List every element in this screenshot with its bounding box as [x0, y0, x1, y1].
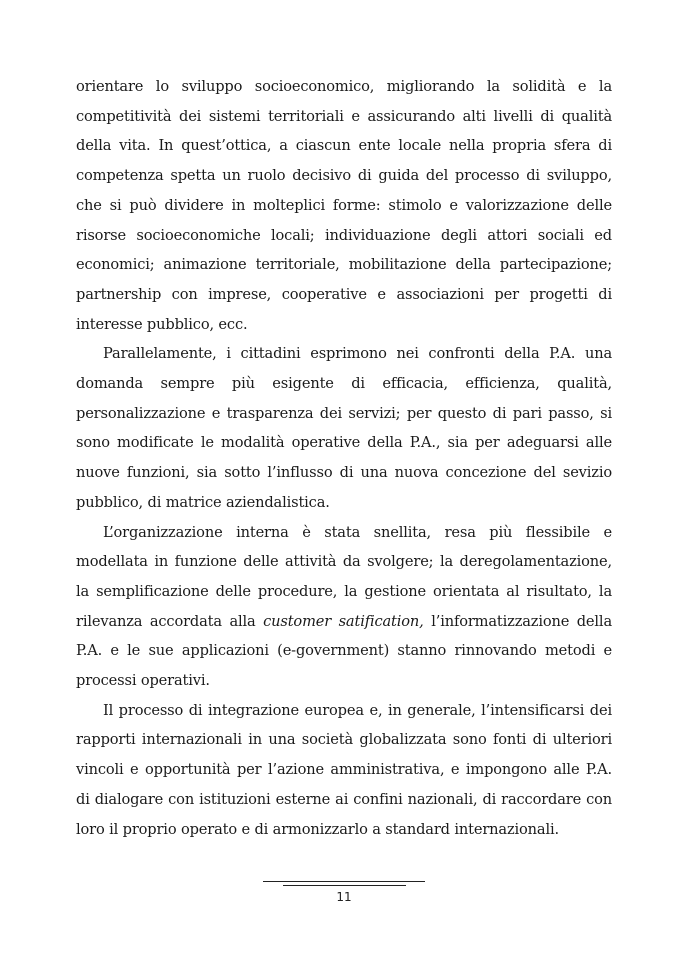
- paragraph-3-text-start: L’organizzazione interna è stata snellita, resa più flessibile e modellata in funzione delle attività da svolgere; la deregolamentazione, la semplificazione delle procedure, la gestione orientata al risultato, la rilevanza accordata alla: [76, 523, 612, 630]
- paragraph-4: [76, 696, 612, 845]
- footer-rule-top: [263, 881, 425, 882]
- paragraph-1: [76, 72, 612, 339]
- paragraph-3-text-end: l’informatizzazione della P.A. e le sue applicazioni (e-government) stanno rinnovando metodi e processi operativi.: [76, 612, 612, 690]
- paragraph-3-italic-term: customer satification,: [263, 612, 424, 630]
- paragraph-4-text: Il processo di integrazione europea e, in generale, l’intensificarsi dei rapporti internazionali in una società globalizzata sono fonti di ulteriori vincoli e opportunità per l’azione amministrativa, e impongono alle P.A. di dialogare con istituzioni esterne ai confini nazionali, di raccordare con loro il proprio operato e di armonizzarlo a standard internazionali.: [76, 701, 612, 838]
- paragraph-2-text: Parallelamente, i cittadini esprimono nei confronti della P.A. una domanda sempre più esigente di efficacia, efficienza, qualità, personalizzazione e trasparenza dei servizi; per questo di pari passo, si sono modificate le modalità operative della P.A., sia per adeguarsi alle nuove funzioni, sia sotto l’influsso di una nuova concezione del sevizio pubblico, di matrice aziendalistica.: [76, 345, 612, 511]
- page-number: 11: [336, 890, 352, 904]
- paragraph-3: [76, 518, 612, 696]
- paragraph-1-text: orientare lo sviluppo socioeconomico, migliorando la solidità e la competitività dei sistemi territoriali e assicurando alti livelli di qualità della vita. In quest’ottica, a ciascun ente locale nella propria sfera di competenza spetta un ruolo decisivo di guida del processo di sviluppo, che si può dividere in molteplici forme: stimolo e valorizzazione delle risorse socioeconomiche locali; individuazione degli attori sociali ed economici; animazione territoriale, mobilitazione della partecipazione; partnership con imprese, cooperative e associazioni per progetti di interesse pubblico, ecc.: [76, 78, 612, 333]
- body-text: [76, 72, 612, 844]
- paragraph-2: [76, 339, 612, 517]
- footer-rule-bottom: [283, 885, 406, 886]
